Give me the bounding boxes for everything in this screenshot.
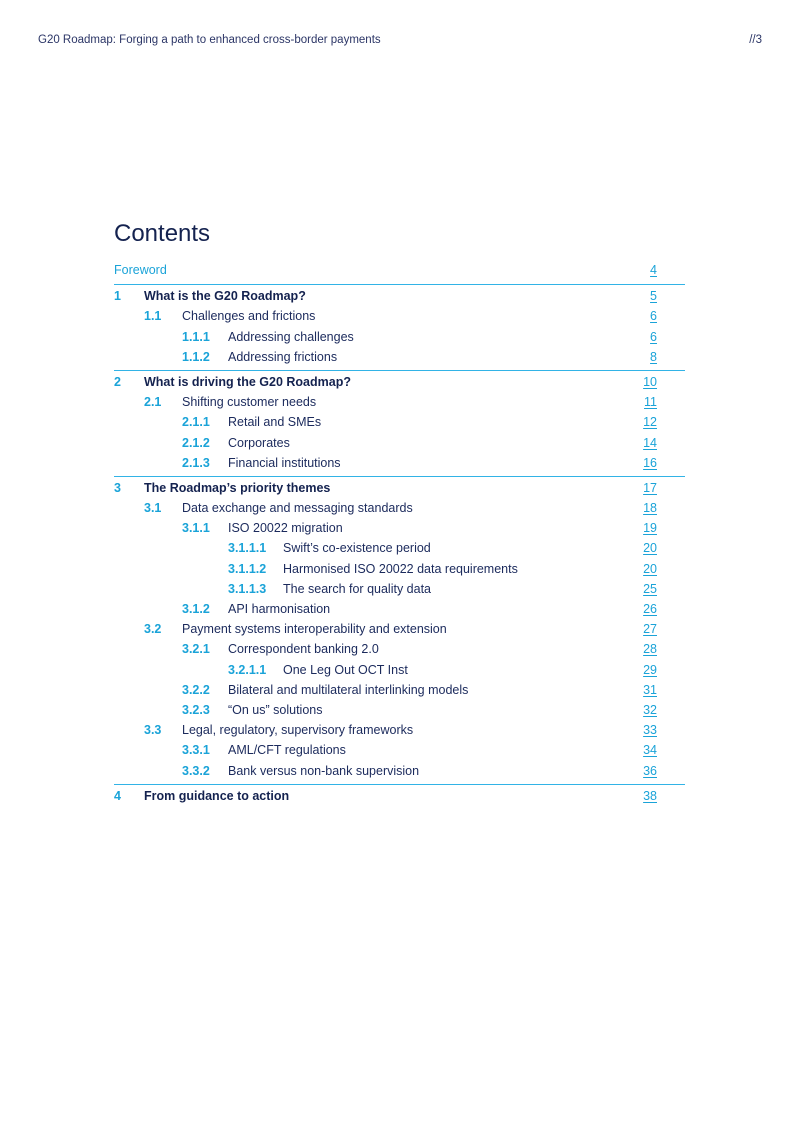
toc-entry-label[interactable]: The search for quality data [283, 581, 431, 596]
contents-heading: Contents [114, 220, 211, 247]
toc-entry[interactable] [114, 327, 685, 347]
toc-page-link[interactable]: 29 [643, 662, 657, 677]
toc-entry-label[interactable]: One Leg Out OCT Inst [283, 662, 408, 677]
toc-entry-number: 3.1.2 [182, 602, 210, 616]
running-header [38, 34, 762, 46]
toc-entry-number: 3.3.2 [182, 763, 210, 778]
toc-entry[interactable] [114, 347, 685, 367]
toc-page-link[interactable]: 36 [643, 763, 657, 778]
toc-entry-label[interactable]: Swift’s co-existence period [283, 541, 431, 556]
toc-entry-number: 2.1.3 [182, 455, 210, 470]
toc-entry-label[interactable]: From guidance to action [144, 788, 290, 803]
toc-page-link[interactable]: 8 [650, 349, 657, 364]
toc-entry[interactable] [114, 286, 685, 306]
toc-entry-label[interactable]: Shifting customer needs [182, 395, 317, 410]
toc-entry[interactable] [114, 599, 685, 619]
toc-entry-label[interactable]: Foreword [114, 263, 167, 277]
toc-entry-label[interactable]: Bilateral and multilateral interlinking models [228, 682, 469, 697]
toc-entry[interactable] [114, 518, 685, 538]
toc-entry-number: 3.1.1.3 [228, 581, 267, 596]
toc-entry[interactable] [114, 720, 685, 740]
toc-page-link[interactable]: 28 [643, 642, 657, 657]
toc-page-link[interactable]: 38 [643, 788, 657, 803]
toc-entry[interactable] [114, 392, 685, 412]
toc-foreword-section [114, 260, 685, 285]
toc-entry-number: 2.1.1 [182, 415, 210, 430]
toc-entry-number: 4 [114, 788, 121, 803]
toc-page-link[interactable]: 17 [643, 480, 657, 495]
toc-page-link[interactable]: 25 [643, 581, 657, 596]
toc-entry[interactable] [114, 700, 685, 720]
toc-entry-foreword[interactable] [114, 260, 685, 280]
toc-entry-number: 3.2.1 [182, 642, 210, 657]
toc-entry-label[interactable]: Challenges and frictions [182, 309, 316, 324]
toc-entry-number: 3.1 [144, 501, 162, 516]
toc-page-link[interactable]: 4 [650, 263, 657, 277]
toc-page-link[interactable]: 33 [643, 723, 657, 738]
toc-page-link[interactable]: 5 [650, 289, 657, 304]
toc-page-link[interactable]: 34 [643, 743, 657, 758]
toc-page-link[interactable]: 11 [644, 395, 657, 410]
toc-entry-number: 3.2 [144, 622, 162, 637]
toc-entry-label[interactable]: AML/CFT regulations [228, 743, 346, 758]
toc-entry-label[interactable]: Harmonised ISO 20022 data requirements [283, 561, 518, 576]
toc-page-link[interactable]: 26 [643, 602, 657, 616]
toc-entry-number: 3.3 [144, 723, 162, 738]
toc-entry-number: 3.2.3 [182, 702, 210, 717]
table-of-contents [114, 260, 685, 809]
toc-page-link[interactable]: 12 [643, 415, 657, 430]
toc-entry[interactable] [114, 740, 685, 760]
toc-entry[interactable] [114, 680, 685, 700]
toc-entry[interactable] [114, 412, 685, 432]
toc-page-link[interactable]: 18 [643, 501, 657, 516]
toc-page-link[interactable]: 6 [650, 309, 657, 324]
toc-entry[interactable] [114, 639, 685, 659]
toc-entry-number: 3.1.1.2 [228, 561, 267, 576]
toc-page-link[interactable]: 16 [643, 455, 657, 470]
toc-entry-label[interactable]: ISO 20022 migration [228, 521, 343, 536]
toc-entry-number: 3 [114, 480, 121, 495]
toc-entry-label[interactable]: What is the G20 Roadmap? [144, 289, 306, 304]
toc-entry[interactable] [114, 761, 685, 781]
toc-page-link[interactable]: 20 [643, 541, 657, 556]
toc-page-link[interactable]: 6 [650, 329, 657, 344]
toc-entry-label[interactable]: What is driving the G20 Roadmap? [144, 374, 351, 389]
toc-entry[interactable] [114, 478, 685, 498]
toc-page-link[interactable]: 32 [643, 702, 657, 717]
toc-entry[interactable] [114, 619, 685, 639]
toc-entry[interactable] [114, 786, 685, 806]
toc-entry-label[interactable]: Financial institutions [228, 455, 341, 470]
toc-section [114, 477, 685, 785]
toc-entry-label[interactable]: Retail and SMEs [228, 415, 322, 430]
toc-entry-label[interactable]: Bank versus non-bank supervision [228, 763, 420, 778]
page-number: //3 [749, 34, 762, 46]
toc-entry-number: 3.3.1 [182, 743, 210, 758]
toc-entry[interactable] [114, 498, 685, 518]
toc-entry-label[interactable]: Addressing challenges [228, 329, 354, 344]
toc-entry-number: 2.1 [144, 395, 162, 410]
toc-entry-number: 3.1.1.1 [228, 541, 267, 556]
toc-entry-label[interactable]: Correspondent banking 2.0 [228, 642, 379, 657]
toc-page-link[interactable]: 14 [643, 435, 657, 450]
toc-page-link[interactable]: 20 [643, 561, 657, 576]
toc-entry-number: 3.1.1 [182, 521, 210, 536]
toc-entry-label[interactable]: Corporates [228, 435, 290, 450]
toc-entry-number: 1 [114, 289, 121, 304]
toc-entry-number: 1.1.2 [182, 349, 210, 364]
toc-entry-label[interactable]: Payment systems interoperability and extension [182, 622, 447, 637]
toc-page-link[interactable]: 10 [643, 374, 657, 389]
toc-entry-number: 3.2.1.1 [228, 662, 267, 677]
toc-entry-label[interactable]: “On us” solutions [228, 702, 323, 717]
toc-entry-label[interactable]: Data exchange and messaging standards [182, 501, 413, 516]
toc-section [114, 371, 685, 477]
toc-entry-number: 2.1.2 [182, 435, 210, 450]
toc-entry[interactable] [114, 306, 685, 326]
toc-entry-label[interactable]: API harmonisation [228, 602, 331, 616]
toc-entry-label[interactable]: Addressing frictions [228, 349, 338, 364]
toc-entry-number: 1.1.1 [182, 329, 210, 344]
toc-page-link[interactable]: 19 [643, 521, 657, 536]
toc-entry-label[interactable]: Legal, regulatory, supervisory frameworks [182, 723, 414, 738]
toc-section [114, 285, 685, 371]
toc-entry-number: 3.2.2 [182, 682, 210, 697]
toc-page-link[interactable]: 31 [643, 682, 657, 697]
toc-page-link[interactable]: 27 [643, 622, 657, 637]
toc-entry-label[interactable]: The Roadmap’s priority themes [144, 480, 331, 495]
toc-entry[interactable] [114, 372, 685, 392]
toc-entry[interactable] [114, 433, 685, 453]
toc-section [114, 785, 685, 809]
toc-entry[interactable] [114, 579, 685, 599]
toc-entry[interactable] [114, 559, 685, 579]
toc-entry[interactable] [114, 538, 685, 558]
toc-entry-number: 2 [114, 374, 121, 389]
toc-entry[interactable] [114, 453, 685, 473]
document-title: G20 Roadmap: Forging a path to enhanced cross-border payments [38, 34, 381, 46]
toc-entry[interactable] [114, 660, 685, 680]
toc-entry-number: 1.1 [144, 309, 162, 324]
